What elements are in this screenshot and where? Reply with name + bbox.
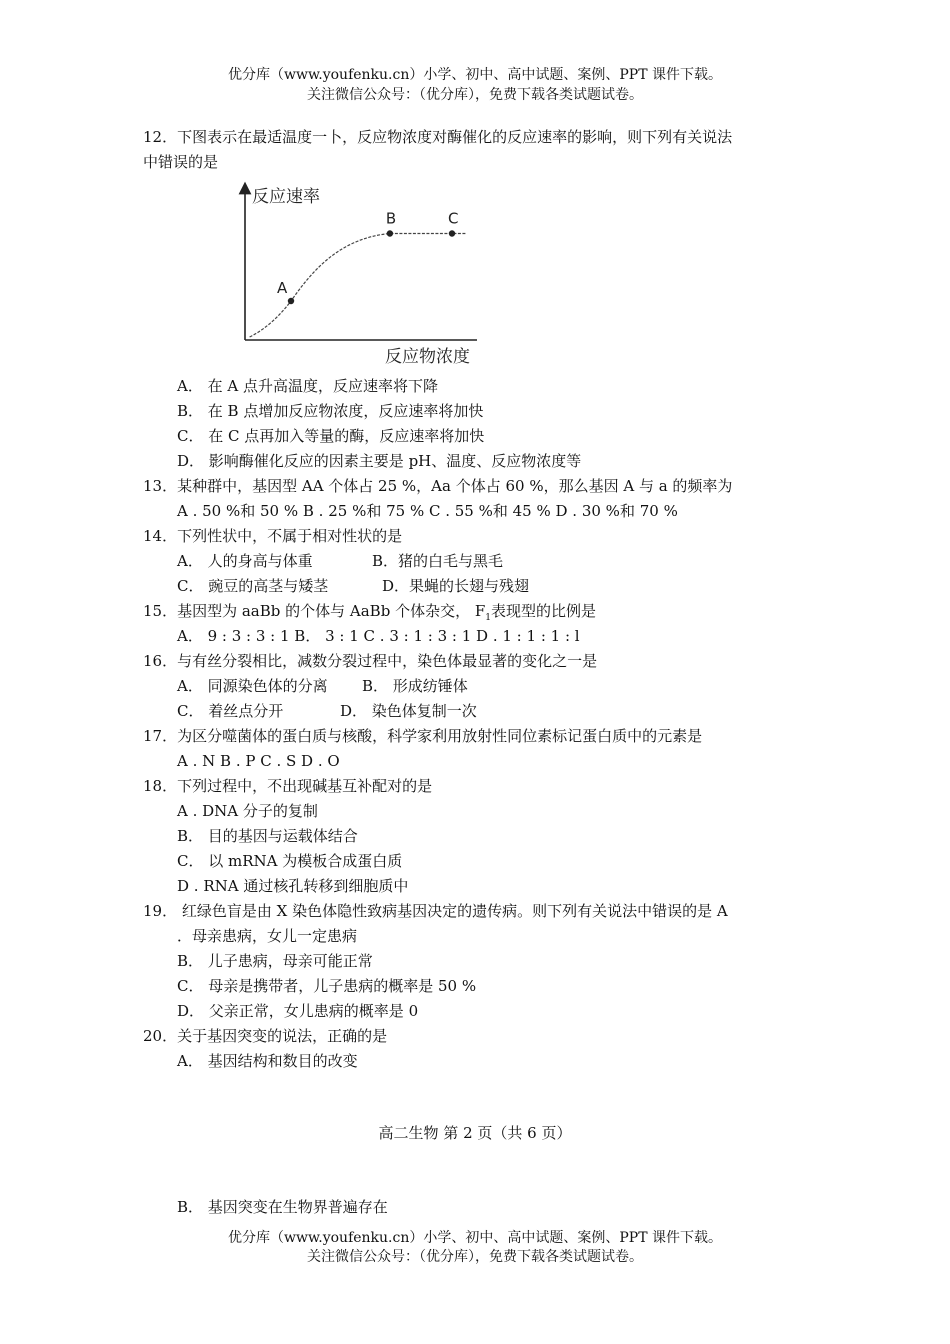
q14-option-a: A． 人的身高与体重 — [177, 552, 313, 570]
q15-stem — [143, 601, 596, 628]
q19-option-c: C． 母亲是携带者，儿子患病的概率是 50 % — [177, 977, 477, 995]
q13-stem: 13．某种群中，基因型 AA 个体占 25 %，Aa 个体占 60 %，那么基因 A 与 a 的频率为 — [143, 477, 733, 495]
q18-stem: 18．下列过程中，不出现碱基互补配对的是 — [143, 777, 433, 795]
header-line-2: 关注微信公众号：（优分库），免费下载各类试题试卷。 — [307, 87, 643, 103]
q14-stem: 14．下列性状中，不属于相对性状的是 — [143, 527, 403, 545]
q12-option-c: C． 在 C 点再加入等量的酶，反应速率将加快 — [177, 427, 485, 445]
q19-option-d: D． 父亲正常，女儿患病的概率是 0 — [177, 1002, 419, 1020]
point-label-a: A — [277, 279, 288, 297]
q12-option-d: D． 影响酶催化反应的因素主要是 pH、温度、反应物浓度等 — [177, 452, 582, 470]
point-label-b: B — [385, 209, 397, 228]
q17-stem: 17．为区分噬菌体的蛋白质与核酸，科学家利用放射性同位素标记蛋白质中的元素是 — [143, 727, 703, 745]
point-c — [449, 230, 455, 236]
header-line-1: 优分库（www.youfenku.cn）小学、初中、高中试题、案例、PPT 课件下载。 — [227, 67, 722, 83]
q19-option-b: B． 儿子患病，母亲可能正常 — [177, 952, 373, 970]
q20-option-a: A． 基因结构和数目的改变 — [177, 1052, 358, 1070]
q16-option-c: C． 着丝点分开 — [177, 702, 284, 720]
reaction-rate-chart — [225, 180, 525, 370]
q15-stem-post: 表现型的比例是 — [490, 602, 596, 620]
q15-stem-sub: 1 — [485, 613, 491, 623]
q14-option-c: C． 豌豆的高茎与矮茎 — [177, 577, 329, 595]
q12-stem-1: 12．下图表示在最适温度一卜，反应物浓度对酶催化的反应速率的影响，则下列有关说法 — [143, 128, 733, 146]
q17-options: A . N B . P C . S D . O — [177, 752, 340, 770]
q13-options: A . 50 %和 50 % B . 25 %和 75 % C . 55 %和 45 % D . 30 %和 70 % — [177, 502, 678, 520]
q18-option-a: A . DNA 分子的复制 — [177, 802, 318, 820]
q15-options: A． 9 : 3 : 3 : 1 B． 3 : 1 C . 3 : 1 : 3 : 1 D . 1 : 1 : 1 : l — [177, 627, 580, 645]
x-axis-label: 反应物浓度 — [385, 347, 470, 367]
q19-option-a: ．母亲患病，女儿一定患病 — [177, 927, 358, 945]
q16-stem: 16．与有丝分裂相比，减数分裂过程中，染色体最显著的变化之一是 — [143, 652, 598, 670]
q18-option-c: C． 以 mRNA 为模板合成蛋白质 — [177, 852, 403, 870]
q19-stem: 19． 红绿色盲是由 X 染色体隐性致病基因决定的遗传病。则下列有关说法中错误的是 A — [143, 902, 728, 920]
q12-option-b: B． 在 B 点增加反应物浓度，反应速率将加快 — [177, 402, 484, 420]
q18-option-b: B． 目的基因与运载体结合 — [177, 827, 358, 845]
q12-stem-2: 中错误的是 — [143, 153, 219, 171]
footer-header-line-1: 优分库（www.youfenku.cn）小学、初中、高中试题、案例、PPT 课件下载。 — [227, 1230, 722, 1246]
y-axis-label: 反应速率 — [252, 187, 320, 207]
footer-header-line-2: 关注微信公众号：（优分库），免费下载各类试题试卷。 — [307, 1249, 643, 1265]
q16-option-d: D． 染色体复制一次 — [340, 702, 477, 720]
q12-option-a: A． 在 A 点升高温度，反应速率将下降 — [177, 377, 438, 395]
point-b — [387, 230, 393, 236]
q14-option-b: B．猪的白毛与黑毛 — [372, 552, 504, 570]
q20-option-b: B． 基因突变在生物界普遍存在 — [177, 1198, 388, 1216]
q16-option-a: A． 同源染色体的分离 — [177, 677, 328, 695]
q15-stem-pre: 15．基因型为 aaBb 的个体与 AaBb 个体杂交， F — [143, 602, 486, 620]
page-footer: 高二生物 第 2 页（共 6 页） — [378, 1124, 572, 1142]
q14-option-d: D．果蝇的长翅与残翅 — [382, 577, 530, 595]
q20-stem: 20．关于基因突变的说法，正确的是 — [143, 1027, 388, 1045]
q16-option-b: B． 形成纺锤体 — [362, 677, 468, 695]
point-a — [288, 298, 294, 304]
point-label-c: C — [448, 209, 459, 228]
q18-option-d: D . RNA 通过核孔转移到细胞质中 — [177, 877, 409, 895]
